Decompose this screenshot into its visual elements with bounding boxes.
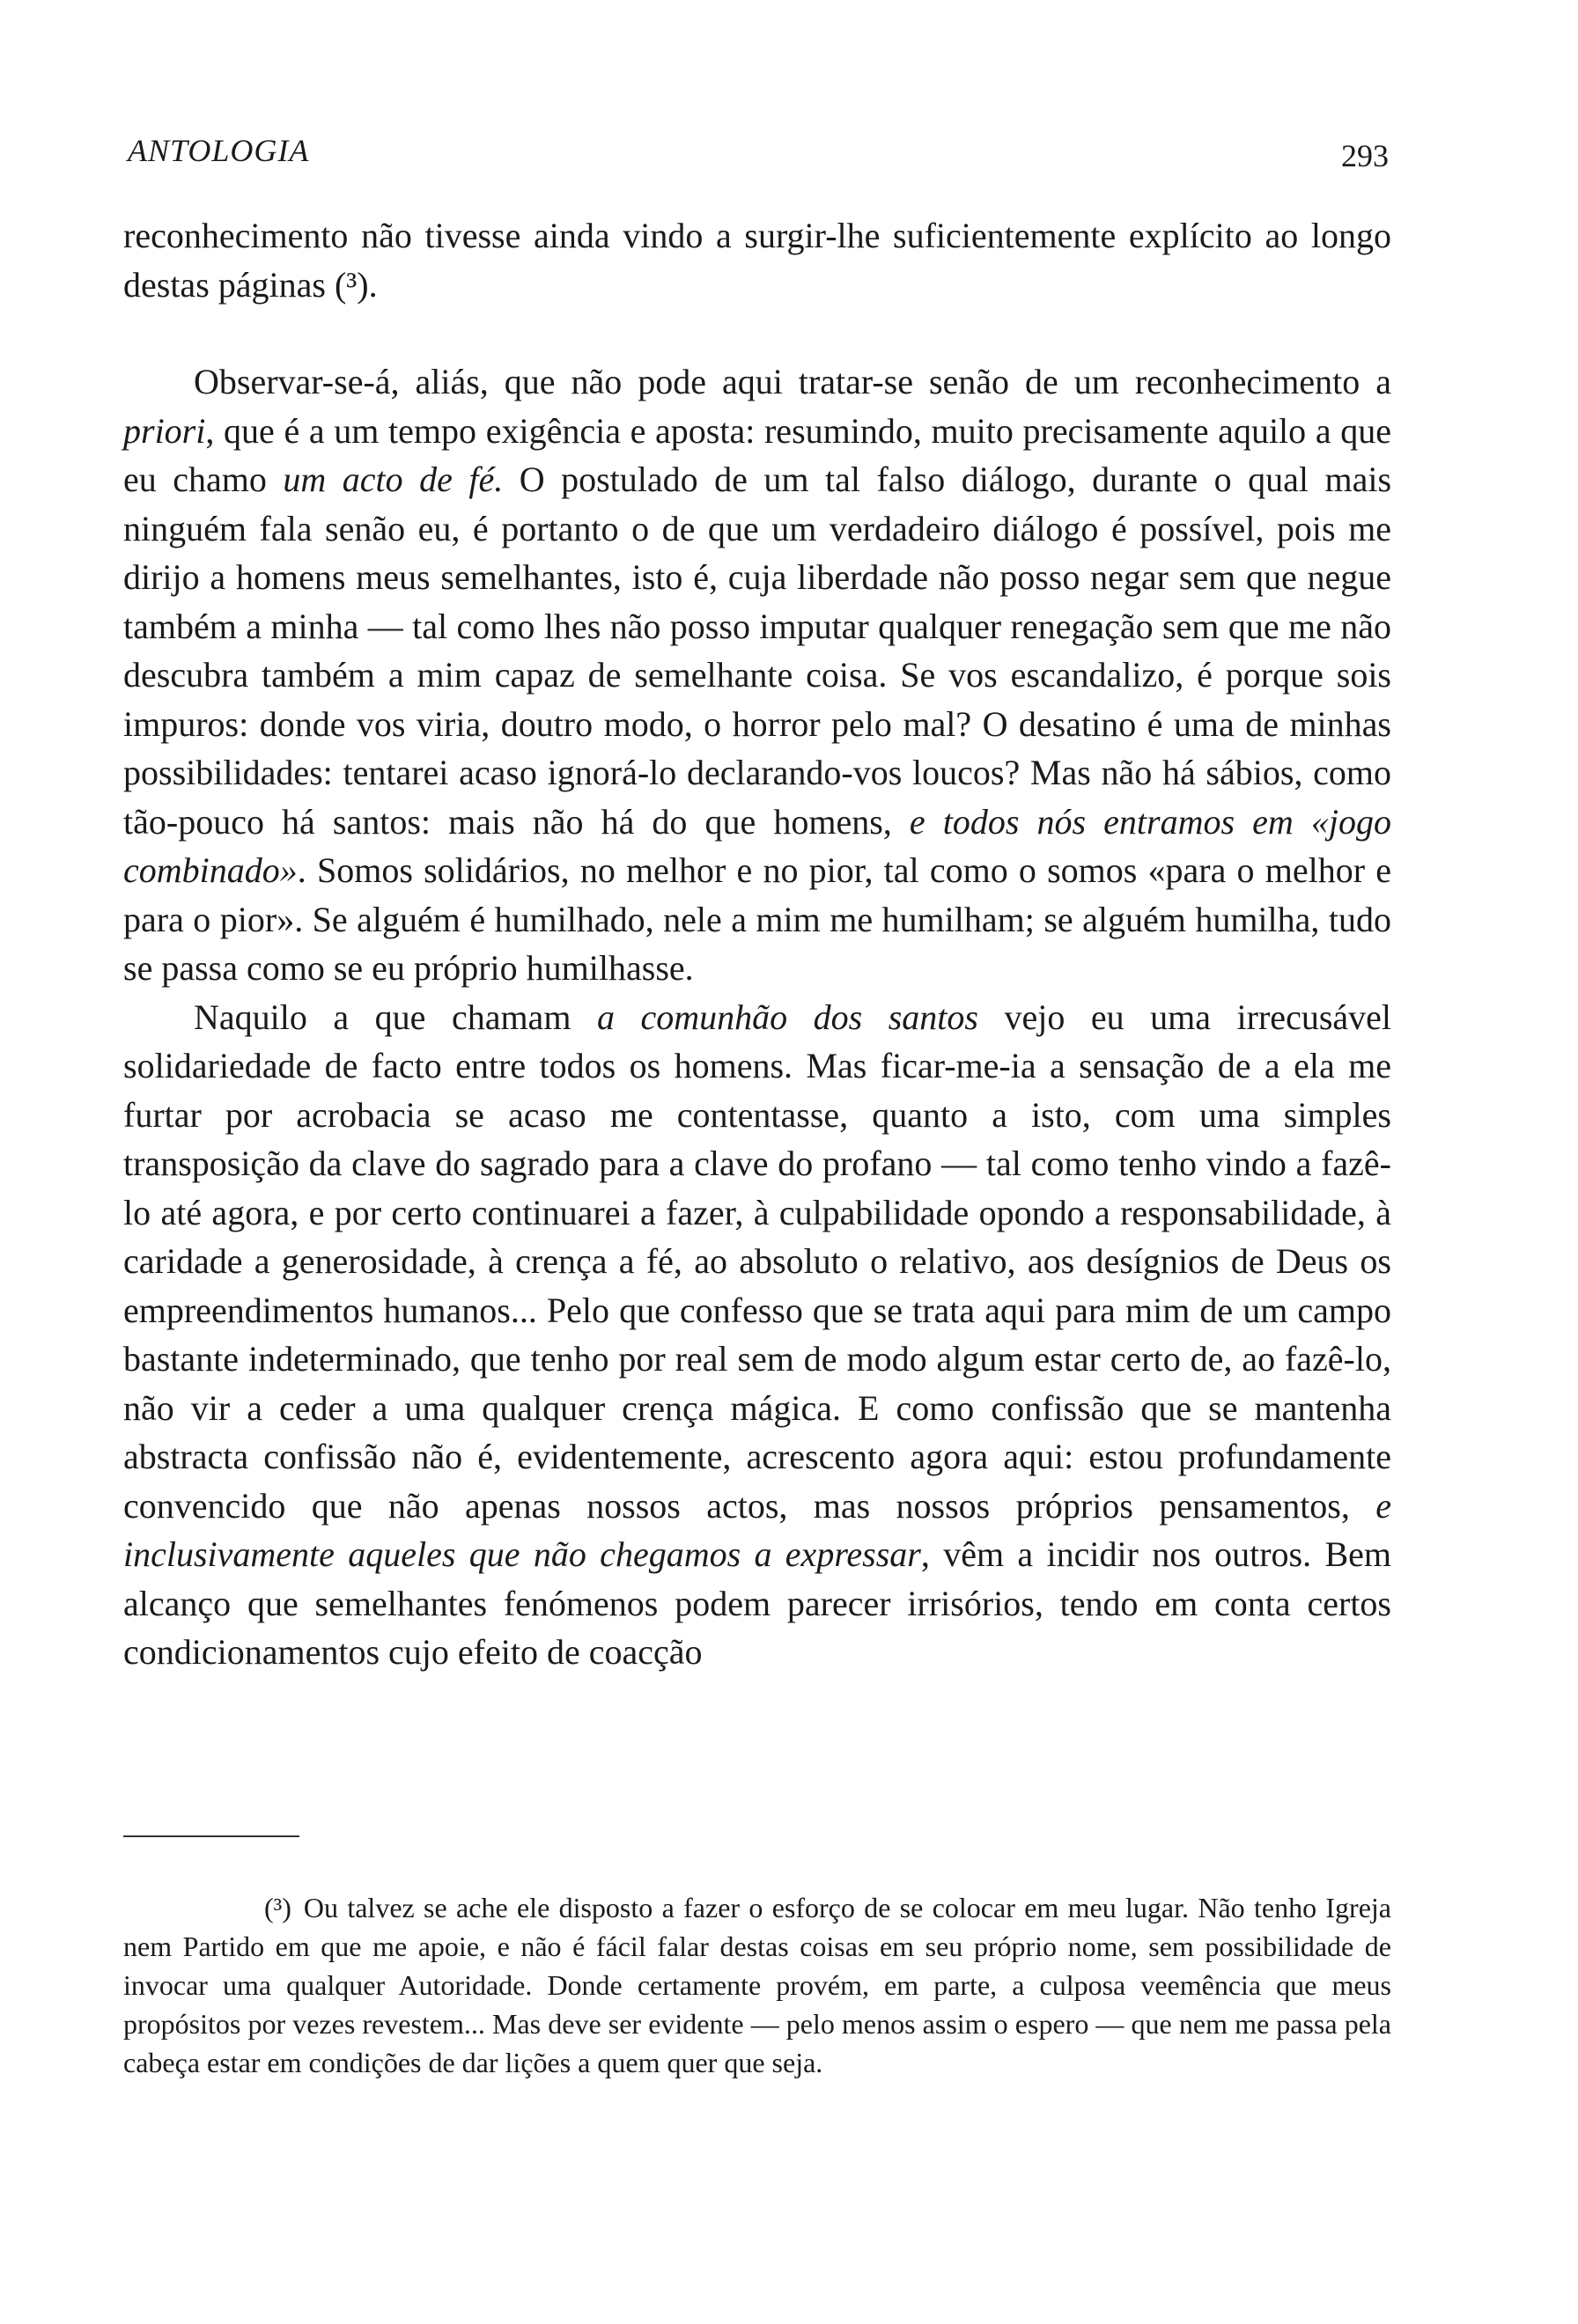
text-segment: vejo eu uma irrecusável solidariedade de facto entre todos os homens. Mas ficar-me-ia a sensação de a ela me furtar por acrobacia se acaso me contentasse, quanto a isto, com uma simples transposição da clave do sagrado para a clave do profano — tal como tenho vindo a fazê-lo até agora, e por certo continuarei a fazer, à culpabilidade opondo a responsabilidade, à caridade a generosidade, à crença a fé, ao absoluto o relativo, aos desígnios de Deus os empreendimentos humanos... Pelo que confesso que se trata aqui para mim de um campo bastante indeterminado, que tenho por real sem de modo algum estar certo de, ao fazê-lo, não vir a ceder a uma qualquer crença mágica. E como confissão que se mantenha abstracta confissão não é, evidentemente, acrescento agora aqui: estou profundamente convencido que não apenas nossos actos, mas nossos próprios pensamentos, [123, 997, 1392, 1526]
running-header [128, 132, 1389, 185]
italic-segment: priori [123, 410, 206, 451]
paragraph-continuation [123, 211, 1391, 309]
text-segment: O postulado de um tal falso diálogo, durante o qual mais ninguém fala senão eu, é portanto o de que um verdadeiro diálogo é possível, pois me dirijo a homens meus semelhantes, isto é, cuja liberdade não posso negar sem que negue também a minha — tal como lhes não posso imputar qualquer renegação sem que me não descubra também a mim capaz de semelhante coisa. Se vos escandalizo, é porque sois impuros: donde vos viria, doutro modo, o horror pelo mal? O desatino é uma de minhas possibilidades: tentarei acaso ignorá-lo declarando-vos loucos? Mas não há sábios, como tão-pouco há santos: mais não há do que homens, [123, 460, 1392, 842]
body-text [123, 211, 1391, 1677]
italic-segment: e inclusivamente aqueles que não chegamos a expressar [123, 1485, 1391, 1574]
text-segment: reconhecimento não tivesse ainda vindo a surgir-lhe suficientemente explícito ao longo destas páginas (³). [123, 216, 1391, 305]
footnote [123, 1888, 1391, 2082]
footnote-marker: (³) [264, 1892, 291, 1923]
italic-segment: e todos nós entramos em «jogo combinado» [123, 801, 1391, 890]
text-segment: , que é a um tempo exigência e aposta: resumindo, muito precisamente aquilo a que eu chamo [123, 410, 1391, 499]
text-segment: Observar-se-á, aliás, que não pode aqui tratar-se senão de um reconhecimento a [194, 362, 1391, 401]
text-segment: Naquilo a que chamam [194, 997, 597, 1037]
paragraph-observar [123, 357, 1391, 993]
footnote-text: Ou talvez se ache ele disposto a fazer o esforço de se colocar em meu lugar. Não tenho Igreja nem Partido em que me apoie, e não é fácil falar destas coisas em seu próprio nome, sem possibilidade de invocar uma qualquer Autoridade. Donde certamente provém, em parte, a culposa veemência que meus propósitos por vezes revestem... Mas deve ser evidente — pelo menos assim o espero — que nem me passa pela cabeça estar em condições de dar lições a quem quer que seja. [123, 1892, 1391, 2078]
footnote-separator [123, 1835, 299, 1837]
paragraph-naquilo [123, 993, 1391, 1677]
text-segment: . Somos solidários, no melhor e no pior, tal como o somos «para o melhor e para o pior». Se alguém é humilhado, nele a mim me humilham; se alguém humilha, tudo se passa como se eu próprio humilhasse. [123, 850, 1391, 988]
italic-segment: a comunhão dos santos [596, 997, 978, 1037]
text-segment: , vêm a incidir nos outros. Bem alcanço que semelhantes fenómenos podem parecer irrisórios, tendo em conta certos condicionamentos cujo efeito de coacção [123, 1534, 1391, 1672]
italic-segment: um acto de fé. [283, 460, 504, 499]
page-number: 293 [1341, 138, 1389, 173]
running-title: ANTOLOGIA [128, 133, 310, 168]
